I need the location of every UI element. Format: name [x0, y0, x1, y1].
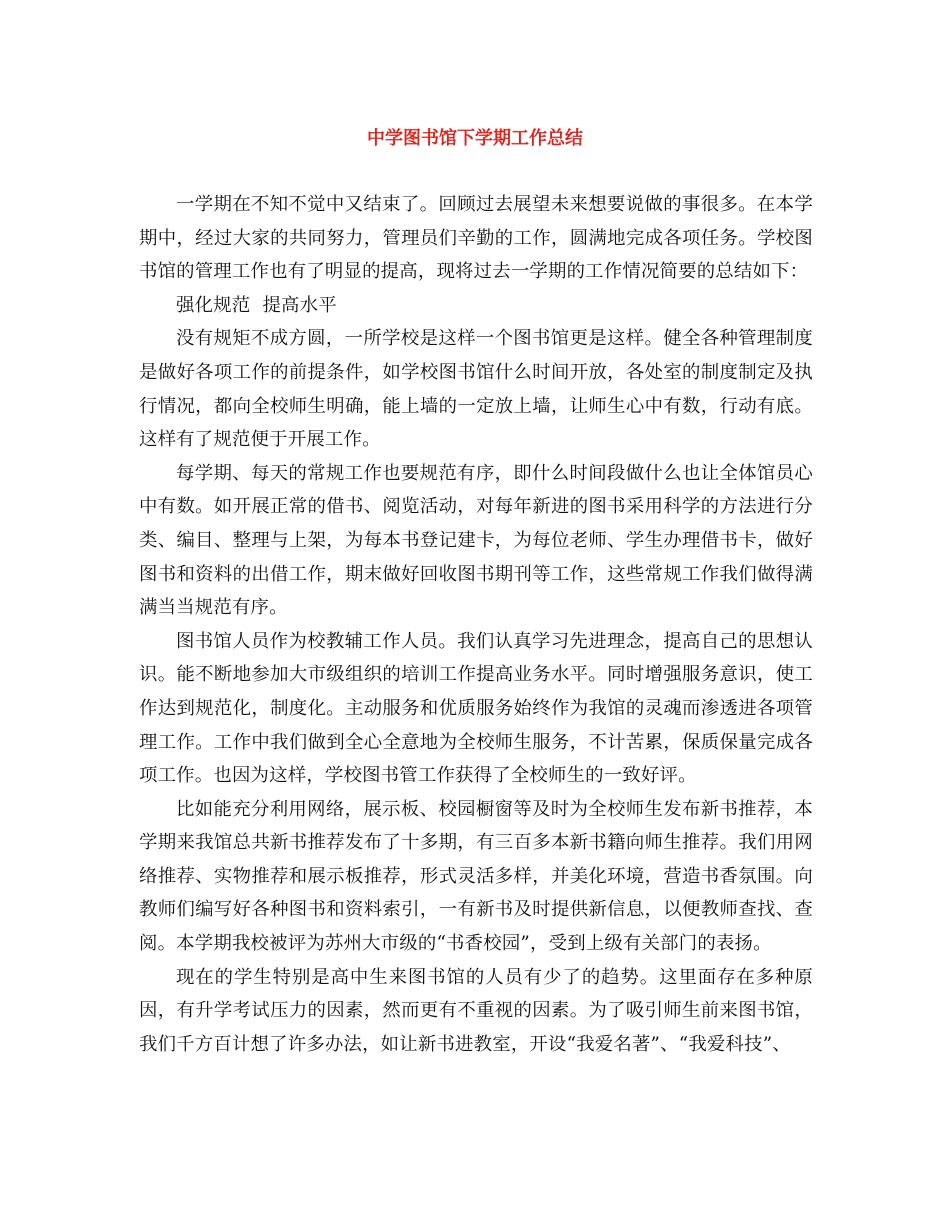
paragraph-staff: 图书馆人员作为校教辅工作人员。我们认真学习先进理念，提高自己的思想认识。能不断地参加大市级组织的培训工作提高业务水平。同时增强服务意识，使工作达到规范化，制度化。主动服务和优质服务始终作为我馆的灵魂而渗透进各项管理工作。工作中我们做到全心全意地为全校师生服务，不计苦累，保质保量完成各项工作。也因为这样，学校图书管工作获得了全校师生的一致好评。	[139, 630, 813, 787]
paragraph-routine: 每学期、每天的常规工作也要规范有序，即什么时间段做什么也让全体馆员心中有数。如开展正常的借书、阅览活动，对每年新进的图书采用科学的方法进行分类、编目、整理与上架，为每本书登记建卡，为每位老师、学生办理借书卡，做好图书和资料的出借工作，期末做好回收图书期刊等工作，这些常规工作我们做得满满当当规范有序。	[139, 462, 813, 619]
document-body	[139, 188, 813, 1061]
document-title: 中学图书馆下学期工作总结	[367, 128, 583, 149]
paragraph-rules: 没有规矩不成方圆，一所学校是这样一个图书馆更是这样。健全各种管理制度是做好各项工作的前提条件，如学校图书馆什么时间开放，各处室的制度制定及执行情况，都向全校师生明确，能上墙的一定放上墙，让师生心中有数，行动有底。这样有了规范便于开展工作。	[139, 328, 813, 451]
section-heading: 强化规范 提高水平	[176, 294, 337, 316]
paragraph-intro: 一学期在不知不觉中又结束了。回顾过去展望未来想要说做的事很多。在本学期中，经过大家的共同努力，管理员们辛勤的工作，圆满地完成各项任务。学校图书馆的管理工作也有了明显的提高，现将过去一学期的工作情况简要的总结如下：	[139, 194, 813, 283]
paragraph-students: 现在的学生特别是高中生来图书馆的人员有少了的趋势。这里面存在多种原因，有升学考试压力的因素，然而更有不重视的因素。为了吸引师生前来图书馆，我们千方百计想了许多办法，如让新书进教室，开设“我爱名著”、“我爱科技”、	[139, 966, 813, 1055]
paragraph-promotion: 比如能充分利用网络，展示板、校园橱窗等及时为全校师生发布新书推荐，本学期来我馆总共新书推荐发布了十多期，有三百多本新书籍向师生推荐。我们用网络推荐、实物推荐和展示板推荐，形式灵活多样，并美化环境，营造书香氛围。向教师们编写好各种图书和资料索引，一有新书及时提供新信息，以便教师查找、查阅。本学期我校被评为苏州大市级的“书香校园”，受到上级有关部门的表扬。	[139, 798, 813, 955]
